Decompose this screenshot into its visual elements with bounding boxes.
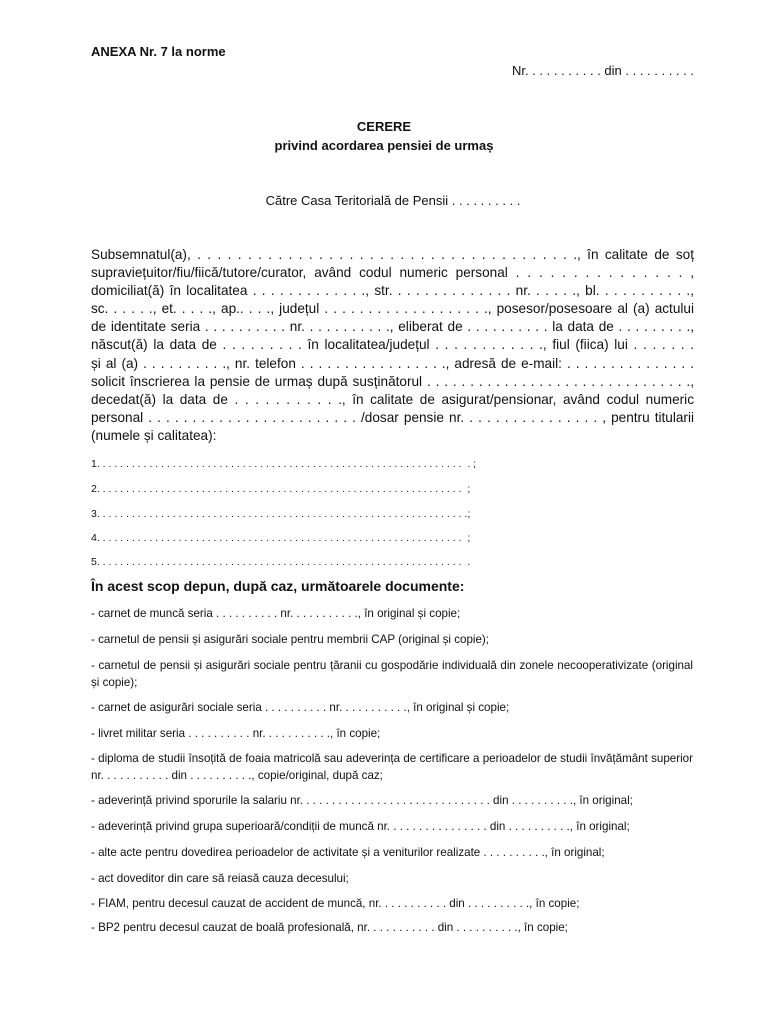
document-item: - carnet de asigurări sociale seria . . . . . . . . . . nr. . . . . . . . . . ., în original și copie; (91, 701, 510, 714)
titular-line: 4. . . . . . . . . . . . . . . . . . . . . . . . . . . . . . . . . . . . . . . . . . . . . . . . . . . . . . . . . . . . . . . ; (91, 532, 471, 544)
body-line: născut(ă) la data de . . . . . . . . . în localitatea/județul . . . . . . . . . . . ., fiul (fiica) lui . . . . . . . (91, 337, 694, 353)
document-item: - BP2 pentru decesul cauzat de boală profesională, nr. . . . . . . . . . . din . . . . . . . . . ., în copie; (91, 921, 568, 934)
titular-line: 5. . . . . . . . . . . . . . . . . . . . . . . . . . . . . . . . . . . . . . . . . . . . . . . . . . . . . . . . . . . . . . . . (91, 556, 471, 568)
document-item: - alte acte pentru dovedirea perioadelor de activitate și a veniturilor realizate . . . . . . . . . ., în original; (91, 846, 605, 859)
documents-heading: În acest scop depun, după caz, următoarele documente: (91, 578, 465, 594)
document-subtitle: privind acordarea pensiei de urmaș (274, 138, 494, 153)
body-line: solicit înscrierea la pensie de urmaș după susținătorul . . . . . . . . . . . . . . . . . . . . . . . . . . . . . . ., (91, 373, 694, 389)
body-line: de identitate seria . . . . . . . . . . nr. . . . . . . . . . ., eliberat de . . . . . . . . . . la data de . . . . . . . . ., (91, 319, 694, 335)
document-item: - adeverință privind sporurile la salariu nr. . . . . . . . . . . . . . . . . . . . . . . . . . . . . . din . . . . . . . . . ., în original; (91, 794, 633, 807)
body-line: supraviețuitor/fiu/fiică/tutore/curator, având codul numeric personal . . . . . . . . . . . . . . . , (91, 265, 694, 281)
titular-line: 1. . . . . . . . . . . . . . . . . . . . . . . . . . . . . . . . . . . . . . . . . . . . . . . . . . . . . . . . . . . . . . . . ; (91, 458, 477, 470)
document-item: - livret militar seria . . . . . . . . . . nr. . . . . . . . . . ., în copie; (91, 727, 381, 740)
document-item: - FIAM, pentru decesul cauzat de accident de muncă, nr. . . . . . . . . . . din . . . . . . . . . ., în copie; (91, 897, 580, 910)
document-item: - carnetul de pensii și asigurări sociale pentru țăranii cu gospodărie individuală din zonele necooperativizate (original și copie); (91, 659, 693, 689)
annex-label: ANEXA Nr. 7 la norme (91, 44, 226, 59)
document-item: - act doveditor din care să reiasă cauza decesului; (91, 872, 349, 885)
body-line: decedat(ă) la data de . . . . . . . . . . ., în calitate de asigurat/pensionar, având codul numeric (91, 391, 694, 407)
addressee-line: Către Casa Teritorială de Pensii . . . . . . . . . . (265, 193, 521, 208)
body-line: domiciliat(ă) în localitatea . . . . . . . . . . . . ., str. . . . . . . . . . . . . . nr. . . . . ., bl. . . . . . . . . . ., (91, 283, 694, 299)
registration-number-line: Nr. . . . . . . . . . . din . . . . . . . . . . (511, 63, 694, 78)
document-item: - adeverință privind grupa superioară/condiții de muncă nr. . . . . . . . . . . . . . . . din . . . . . . . . . ., în original; (91, 820, 630, 833)
document-title: CERERE (356, 119, 412, 134)
titular-line: 2. . . . . . . . . . . . . . . . . . . . . . . . . . . . . . . . . . . . . . . . . . . . . . . . . . . . . . . . . . . . . . . ; (91, 483, 471, 495)
titular-line: 3. . . . . . . . . . . . . . . . . . . . . . . . . . . . . . . . . . . . . . . . . . . . . . . . . . . . . . . . . . . . . . . .; (91, 508, 471, 520)
document-item: - carnet de muncă seria . . . . . . . . . . nr. . . . . . . . . . ., în original și copie; (91, 607, 461, 620)
body-line: sc. . . . . ., et. . . . ., ap.. . . ., județul . . . . . . . . . . . . . . . . . . ., posesor/posesoare al (a) actului (91, 301, 694, 317)
request-body (91, 246, 694, 445)
body-line: personal . . . . . . . . . . . . . . . . . . . . . . . . /dosar pensie nr. . . . . . . . . . . . . . . . , pentru titularii (91, 409, 694, 425)
body-line: și al (a) . . . . . . . . . ., nr. telefon . . . . . . . . . . . . . . . . ., adresă de e-mail: . . . . . . . . . . . . . . . (91, 355, 694, 371)
body-line: Subsemnatul(a), . . . . . . . . . . . . . . . . . . . . . . . . . . . . . . . . . . . . . ., în calitate de soț (91, 247, 694, 262)
body-line: (numele și calitatea): (91, 427, 217, 443)
document-item: - carnetul de pensii și asigurări sociale pentru membrii CAP (original și copie); (91, 633, 490, 646)
document-item: - diploma de studii însoțită de foaia matricolă sau adeverința de certificare a perioadelor de studii învățământ superior nr. . . . . . . . . . . din . . . . . . . . . ., copie/original, după caz; (91, 752, 693, 782)
